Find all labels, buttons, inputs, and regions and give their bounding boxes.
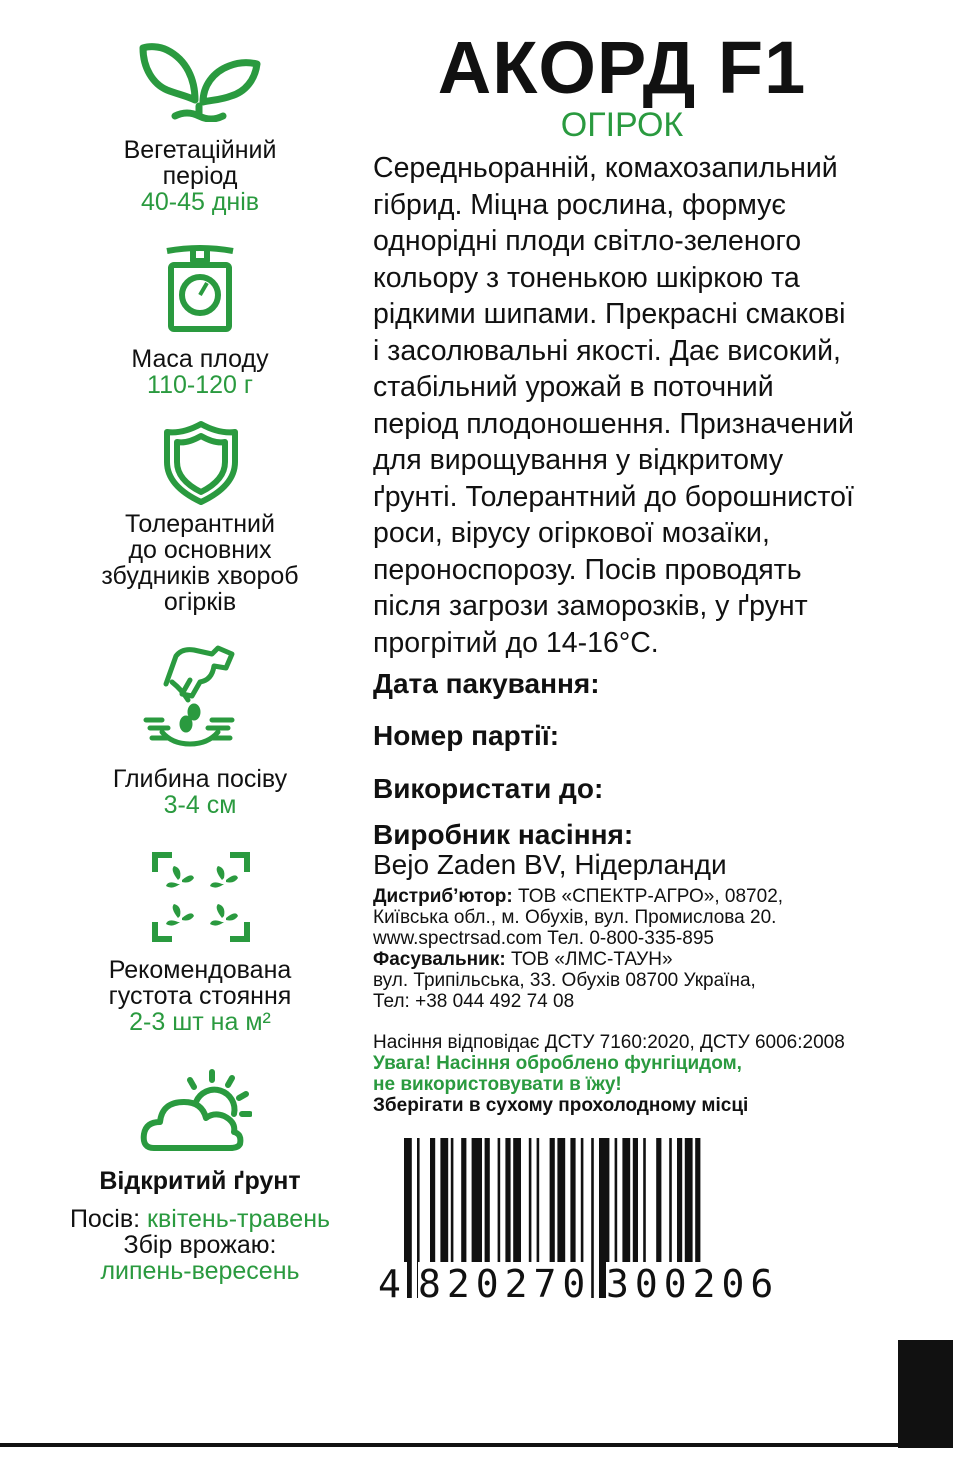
sprout-icon [137,40,263,122]
product-title: АКОРД F1 [437,26,807,109]
distributor-label: Дистриб’ютор: [373,886,513,907]
season-info [40,1206,360,1284]
barcode-digits-left: 820270 [418,1262,592,1306]
harvest-label: Збір врожаю: [123,1231,277,1259]
use-by-label: Використати до: [373,773,604,804]
packer-label: Фасувальник: [373,949,506,970]
product-subtitle: ОГІРОК [560,106,684,144]
depth-value: 3-4 см [163,791,237,819]
notice-block [373,1032,845,1116]
barcode-digits-right: 300206 [606,1262,780,1306]
warning-line-2: не використовувати в їжу! [373,1074,622,1095]
color-marker [898,1340,953,1448]
packer-address: вул. Трипільська, 33. Обухів 08700 Україна, [373,970,756,991]
depth-label: Глибина посіву 3-4 см [40,766,360,818]
plant-density-icon [152,852,250,942]
pack-date-label: Дата пакування: [373,668,600,699]
mass-label: Маса плоду 110-120 г [40,346,360,398]
storage-text: Зберігати в сухому прохолодному місці [373,1095,749,1116]
barcode-digit-first: 4 [378,1262,407,1306]
distributor-block [373,886,783,1012]
density-label: Рекомендована густота стояння 2-3 шт на м² [40,957,360,1035]
barcode-bar [591,1138,594,1298]
density-value: 2-3 шт на м² [129,1008,271,1036]
sun-cloud-icon [140,1068,252,1154]
warning-line-1: Увага! Насіння оброблено фунгіцидом, [373,1053,742,1074]
mass-value: 110-120 г [147,371,253,399]
producer-label: Виробник насіння: [373,819,634,850]
producer-value: Bejo Zaden BV, Нідерланди [373,849,727,880]
description: Середньоранній, комахозапильний гібрид. Міцна рослина, формує однорідні плоди світло-зеленого кольору з тоненькою шкіркою та рідкими шипами. Прекрасні смакові і засолювальні якості. Дає високий, стабільний урожай в поточний період плодоношення. Призначений для вирощування у відкритому ґрунті. Толерантний до борошнистої роси, вірусу огіркової мозаїки, пероноспорозу. Посів проводять після загрози заморозків, у ґрунт прогрітий до 14-16°С. [373,152,854,659]
vegetation-value: 40-45 днів [140,188,260,216]
distributor-address: Київська обл., м. Обухів, вул. Промислова 20. [373,907,777,928]
shield-icon [163,420,239,506]
harvest-value: липень-вересень [100,1257,300,1285]
batch-label: Номер партії: [373,720,560,751]
producer-block [373,820,727,880]
packer-phone: Тел: +38 044 492 74 08 [373,991,575,1012]
bottom-rule [0,1443,953,1447]
packer-value: ТОВ «ЛМС-ТАУН» [510,949,673,970]
distributor-value: ТОВ «СПЕКТР-АГРО», 08702, [518,886,784,907]
standard-text: Насіння відповідає ДСТУ 7160:2020, ДСТУ 6006:2008 [373,1032,845,1053]
scale-icon [163,243,237,335]
open-ground-label: Відкритий ґрунт [99,1167,301,1195]
sowing-label: Посів: [69,1205,141,1233]
sowing-hand-icon [142,640,238,752]
tolerance-label: Толерантний до основних збудників хвороб огірків [101,510,299,616]
vegetation-label: Вегетаційний період 40-45 днів [40,137,360,215]
distributor-contact: www.spectrsad.com Тел. 0-800-335-895 [373,928,714,949]
sowing-value: квітень-травень [147,1205,331,1233]
